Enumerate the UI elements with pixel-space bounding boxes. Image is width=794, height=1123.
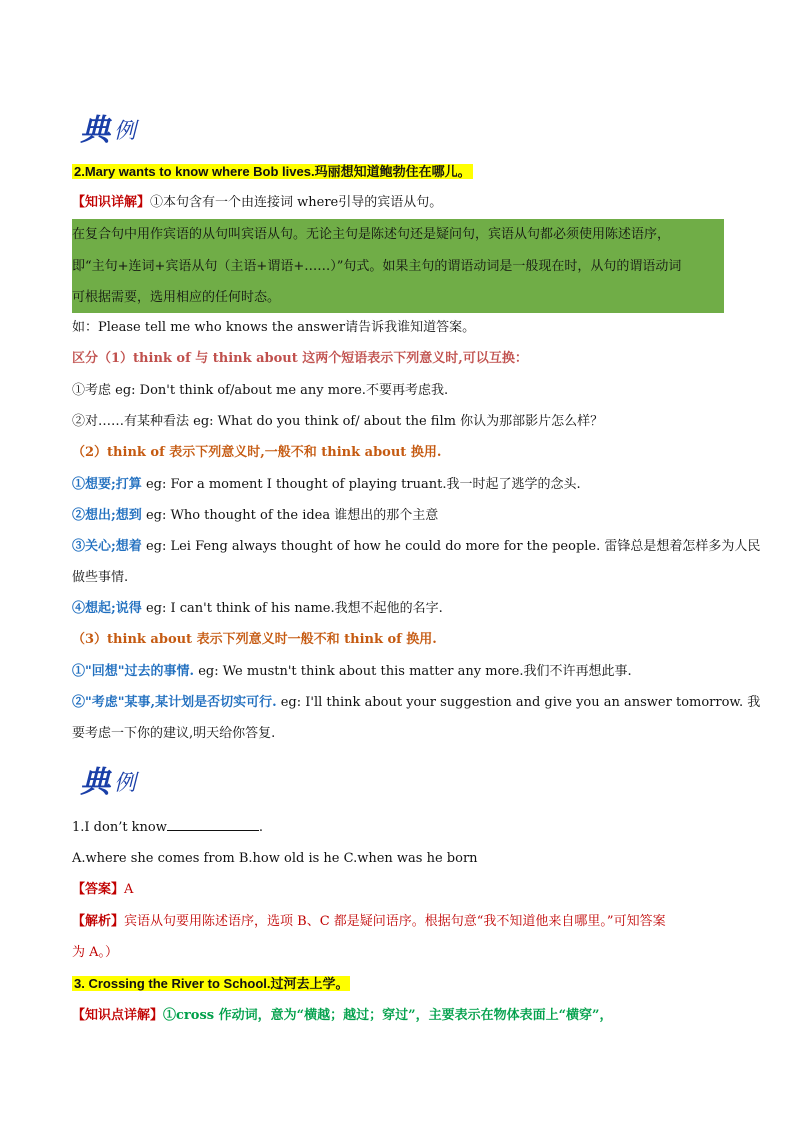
grammar-note-line: 可根据需要，选用相应的任何时态。 [72,290,281,305]
example-logo-icon [78,108,152,148]
meaning-example: eg: Lei Feng always thought of how he could do more for the people. 雷锋总是想着怎样多为人民 [141,539,761,554]
meaning-label: ①"回想"过去的事情. [72,664,195,679]
knowledge-point-label: 【知识点详解】 [72,1008,164,1023]
svg-text:典: 典 [80,765,110,800]
exercise-options: A.where she comes from B.how old is he C.when was he born [72,851,478,866]
analysis-text: 宾语从句要用陈述语序，选项 B、C 都是疑问语序。根据句意“我不知道他来自哪里。”可知答案 [124,914,666,929]
meaning-label: ③关心;想着 [72,539,142,554]
distinguish-heading: 区分（1）think of 与 think about 这两个短语表示下列意义时,可以互换： [72,351,528,366]
answer-blank [167,818,259,831]
svg-text:典: 典 [80,113,110,148]
meaning-label: ②想出;想到 [72,508,142,523]
svg-text:例: 例 [114,771,137,796]
section-2-title: 2.Mary wants to know where Bob lives.玛丽想知道鲍勃住在哪儿。 [74,164,471,179]
analysis-label: 【解析】 [72,914,125,929]
section-3-title: 3. Crossing the River to School.过河去上学。 [74,976,349,991]
part-2-heading: （2）think of 表示下列意义时,一般不和 think about 换用. [72,445,442,460]
meaning-example: eg: Who thought of the idea 谁想出的那个主意 [141,508,439,523]
meaning-example: eg: I can't think of his name.我想不起他的名字. [141,601,443,616]
meaning-label: ②"考虑"某事,某计划是否切实可行. [72,695,277,710]
meaning-example: eg: We mustn't think about this matter any more.我们不许再想此事. [194,664,632,679]
part-3-heading: （3）think about 表示下列意义时一般不和 think of 换用. [72,632,437,647]
meaning-label: ①想要;打算 [72,477,142,492]
svg-text:例: 例 [114,119,137,144]
meaning-example: eg: For a moment I thought of playing truant.我一时起了逃学的念头. [141,477,581,492]
exercise-question: 1.I don’t know [72,820,167,835]
meaning-example-cont: 要考虑一下你的建议,明天给你答复. [72,726,276,741]
intro-text: ①本句含有一个由连接词 where引导的宾语从句。 [150,195,443,210]
meaning-example: eg: I'll think about your suggestion and give you an answer tomorrow. 我 [276,695,761,710]
example-logo-icon [78,760,152,800]
grammar-note-line: 即“主句+连词+宾语从句（主语+谓语+……）”句式。如果主句的谓语动词是一般现在时，从句的谓语动词 [72,259,682,274]
analysis-text-cont: 为 A。） [72,945,119,960]
answer-value: A [124,882,134,897]
usage-line: ①考虑 eg: Don't think of/about me any more.不要再考虑我. [72,383,449,398]
example-sentence: 如：Please tell me who knows the answer请告诉我谁知道答案。 [72,320,476,335]
knowledge-label: 【知识详解】 [72,195,151,210]
answer-label: 【答案】 [72,882,125,897]
grammar-note-box [72,219,724,313]
grammar-note-line: 在复合句中用作宾语的从句叫宾语从句。无论主句是陈述句还是疑问句，宾语从句都必须使用陈述语序， [72,227,671,242]
usage-line: ②对……有某种看法 eg: What do you think of/ about the film 你认为那部影片怎么样？ [72,414,604,429]
cross-definition: ①cross 作动词，意为“横越；越过；穿过”，主要表示在物体表面上“横穿”， [163,1008,613,1023]
meaning-example-cont: 做些事情. [72,570,129,585]
meaning-label: ④想起;说得 [72,601,142,616]
